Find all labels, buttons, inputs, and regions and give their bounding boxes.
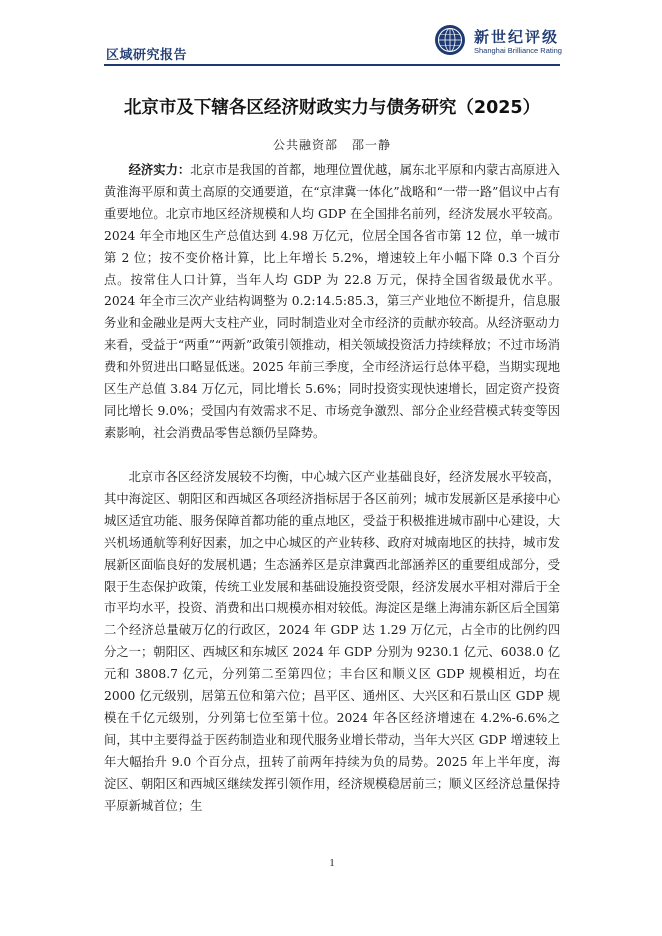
globe-seal-icon (434, 24, 466, 56)
paragraph-body: 北京市各区经济发展较不均衡，中心城六区产业基础良好，经济发展水平较高，其中海淀区、朝阳区和西城区各项经济指标居于各区前列；城市发展新区是承接中心城区适宜功能、服务保障首都功能的重点地区，受益于积极推进城市副中心建设，大兴机场通航等利好因素，加之中心城区的产业转移、政府对城南地区的扶持，城市发展新区面临良好的发展机遇；生态涵养区是京津冀西北部涵养区的重要组成部分，受限于生态保护政策，传统工业发展和基础设施投资受限，经济发展水平相对滞后于全市平均水平，投资、消费和出口规模亦相对较低。海淀区是继上海浦东新区后全国第二个经济总量破万亿的行政区，2024 年 GDP 达 1.29 万亿元，占全市的比例约四分之一；朝阳区、西城区和东城区 2024 年 GDP 分别为 9230.1 亿元、6038.0 亿元和 3808.7 亿元，分列第二至第四位；丰台区和顺义区 GDP 规模相近，均在 2000 亿元级别，居第五位和第六位；昌平区、通州区、大兴区和石景山区 GDP 规模在千亿元级别，分列第七位至第十位。2024 年各区经济增速在 4.2%-6.6%之间，其中主要得益于医药制造业和现代服务业增长带动，当年大兴区 GDP 增速较上年大幅抬升 9.0 个百分点，扭转了前两年持续为负的局势。2025 年上半年度，海淀区、朝阳区和西城区继续发挥引领作用，经济规模稳居前三；顺义区经济总量保持平原新城首位；生 (104, 470, 560, 813)
header-divider (104, 64, 560, 66)
report-title: 北京市及下辖各区经济财政实力与债务研究（2025） (123, 98, 541, 118)
report-section-label: 区域研究报告 (106, 48, 188, 63)
author-name: 邵一静 (352, 138, 392, 152)
paragraph-lead-heading: 经济实力： (128, 162, 191, 177)
page-number: 1 (329, 857, 335, 869)
paragraph-body: 北京市是我国的首都，地理位置优越，属东北平原和内蒙古高原进入黄淮海平原和黄土高原的交通要道，在“京津冀一体化”战略和“一带一路”倡议中占有重要地位。北京市地区经济规模和人均 GDP 在全国排名前列，经济发展水平较高。2024 年全市地区生产总值达到 4.98 万亿元，位居全国各省市第 12 位，单一城市第 2 位；按不变价格计算，比上年增长 5.2%，增速较上年小幅下降 0.3 个百分点。按常住人口计算，当年人均 GDP 为 22.8 万元，保持全国省级最优水平。2024 年全市三次产业结构调整为 0.2:14.5:85.3，第三产业地位不断提升，信息服务业和金融业是两大支柱产业，同时制造业对全市经济的贡献亦较高。从经济驱动力来看，受益于“两重”“两新”政策引领推动，相关领域投资活力持续释放；不过市场消费和外贸进出口略显低迷。2025 年前三季度，全市经济运行总体平稳，当期实现地区生产总值 3.84 万亿元，同比增长 5.6%；同时投资实现快速增长，固定资产投资同比增长 9.0%；受国内有效需求不足、市场竞争激烈、部分企业经营模式转变等因素影响，社会消费品零售总额仍呈降势。 (104, 163, 560, 440)
author-department: 公共融资部 (272, 138, 338, 152)
paragraph-district-overview (104, 467, 560, 818)
brand-logo (434, 22, 564, 62)
author-line (104, 136, 560, 153)
brand-logo-english: Shanghai Brilliance Rating (474, 46, 562, 55)
paragraph-economic-strength (104, 159, 560, 445)
brand-logo-chinese: 新世纪评级 (474, 28, 560, 46)
